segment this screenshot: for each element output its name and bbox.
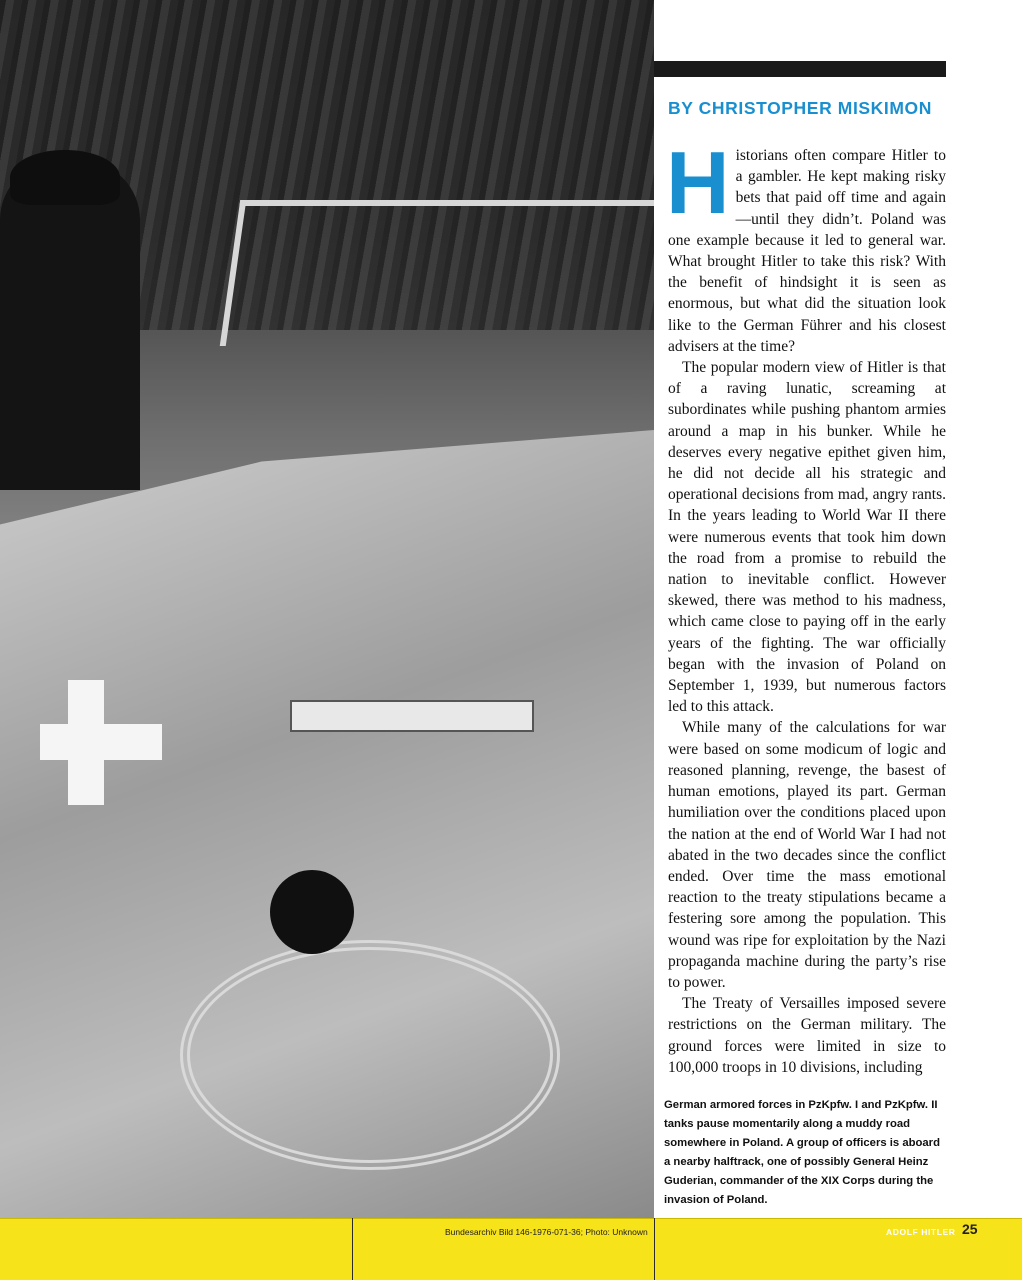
photo-hatch [290,700,534,732]
photo-caption: German armored forces in PzKpfw. I and PzKpfw. II tanks pause momentarily along a muddy road somewhere in Poland. A group of officers is aboard a nearby halftrack, one of possibly General Heinz Guderian, commander of the XIX Corps during the invasion of Poland. [664,1099,940,1206]
photo-windshield-frame [220,200,654,346]
running-head: ADOLF HITLER [886,1227,956,1237]
photo-soldier [0,160,140,490]
photo-credit: Bundesarchiv Bild 146-1976-071-36; Photo: Unknown [445,1227,648,1237]
photo-soldier-cap [10,150,120,205]
article-paragraph-text: istorians often compare Hitler to a gambler. He kept making risky bets that paid off time and again—until they didn’t. Poland was one example because it led to general war. What brought Hitler to take this risk? With the benefit of hindsight it is seen as enormous, but what did the situation look like to the German Führer and his closest advisers at the time? [668,147,946,355]
footer-top-rule [0,1218,1022,1219]
page-number: 25 [962,1221,978,1237]
article-paragraph: While many of the calculations for war were based on some modicum of logic and reasoned planning, revenge, the basest of human emotions, played its part. German humiliation over the conditions placed upon the nation at the end of World War I had not abated in the two decades since the conflict ended. Over time the mass emotional reaction to the treaty stipulations became a festering sore among the population. This wound was ripe for exploitation by the Nazi propaganda machine during the party’s rise to power. [668,719,946,991]
footer-divider [352,1218,353,1280]
article-body [666,133,946,1078]
photo-cross-marking-horizontal [40,724,162,760]
article-paragraph: The popular modern view of Hitler is that of a raving lunatic, screaming at subordinates while pushing phantom armies around a map in his bunker. While he deserves every negative epithet given him, he did not decide all his strategic and operational decisions from mad, angry rants. In the years leading to World War II there were numerous events that took him down the road from a promise to rebuild the nation to inevitable conflict. However skewed, there was method to his madness, which came close to paying off in the early years of the fighting. The war officially began with the invasion of Poland on September 1, 1939, but numerous factors led to this attack. [668,359,946,716]
article-paragraph: The Treaty of Versailles imposed severe restrictions on the German military. The ground forces were limited in size to 100,000 troops in 10 divisions, including [668,995,946,1076]
article-paragraph [666,133,946,357]
drop-cap: H [666,133,730,232]
byline: BY CHRISTOPHER MISKIMON [668,98,933,118]
photo-rope-coil [180,940,560,1170]
photo-dome [270,870,354,954]
section-bar [654,61,946,77]
footer-divider [654,1218,655,1280]
